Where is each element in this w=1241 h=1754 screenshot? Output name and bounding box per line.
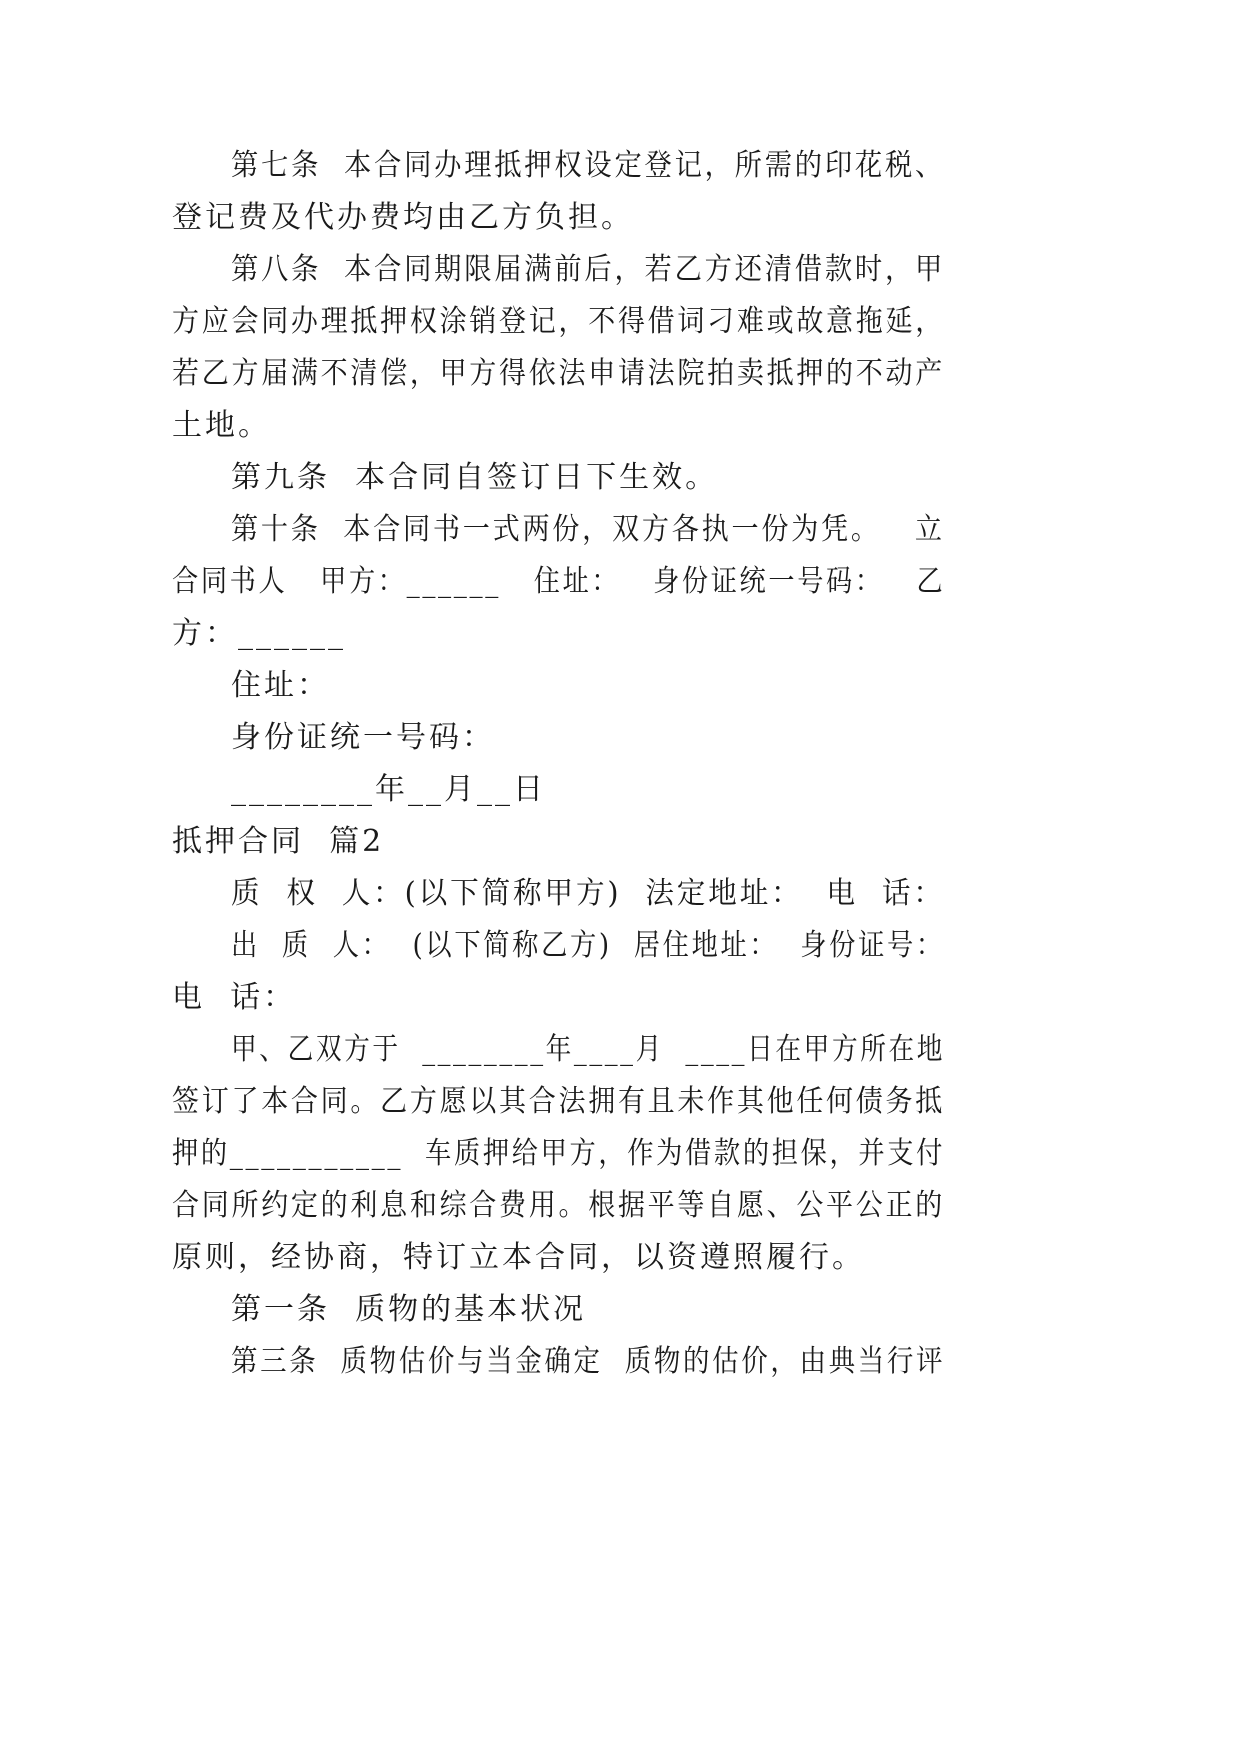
text-line: 甲、乙双方于 ________年____月 ____日在甲方所在地: [231, 1032, 946, 1067]
text-line: 住址：: [231, 668, 330, 703]
text-line: 押的___________ 车质押给甲方，作为借款的担保，并支付: [172, 1136, 946, 1171]
text-line: 合同所约定的利息和综合费用。根据平等自愿、公平公正的: [172, 1188, 945, 1223]
text-line: 若乙方届满不清偿，甲方得依法申请法院拍卖抵押的不动产: [172, 356, 945, 391]
text-line: 质 权 人：(以下简称甲方) 法定地址： 电 话：: [231, 876, 945, 911]
text-line: 第七条 本合同办理抵押权设定登记，所需的印花税、: [231, 148, 946, 183]
text-line: 第三条 质物估价与当金确定 质物的估价，由典当行评: [231, 1344, 946, 1379]
text-line: 签订了本合同。乙方愿以其合法拥有且未作其他任何债务抵: [172, 1084, 945, 1119]
text-line: 第八条 本合同期限届满前后，若乙方还清借款时，甲: [231, 252, 946, 287]
text-line: 合同书人 甲方：______ 住址： 身份证统一号码： 乙: [172, 564, 946, 599]
text-line: 土地。: [172, 408, 271, 443]
text-line: 第九条 本合同自签订日下生效。: [231, 460, 719, 495]
text-line: 登记费及代办费均由乙方负担。: [172, 200, 634, 235]
text-line: 第十条 本合同书一式两份，双方各执一份为凭。 立: [231, 512, 945, 547]
date-line: ________年__月__日: [231, 772, 546, 807]
text-line: 第一条 质物的基本状况: [231, 1292, 587, 1327]
text-line: 方：______: [172, 616, 346, 651]
text-line: 电 话：: [172, 980, 297, 1015]
text-line: 方应会同办理抵押权涂销登记，不得借词刁难或故意拖延，: [172, 304, 945, 339]
text-line: 出 质 人： (以下简称乙方) 居住地址： 身份证号：: [231, 928, 945, 963]
text-line: 身份证统一号码：: [231, 720, 495, 755]
text-line: 原则，经协商，特订立本合同，以资遵照履行。: [172, 1240, 865, 1275]
section-heading: 抵押合同 篇2: [172, 824, 385, 859]
